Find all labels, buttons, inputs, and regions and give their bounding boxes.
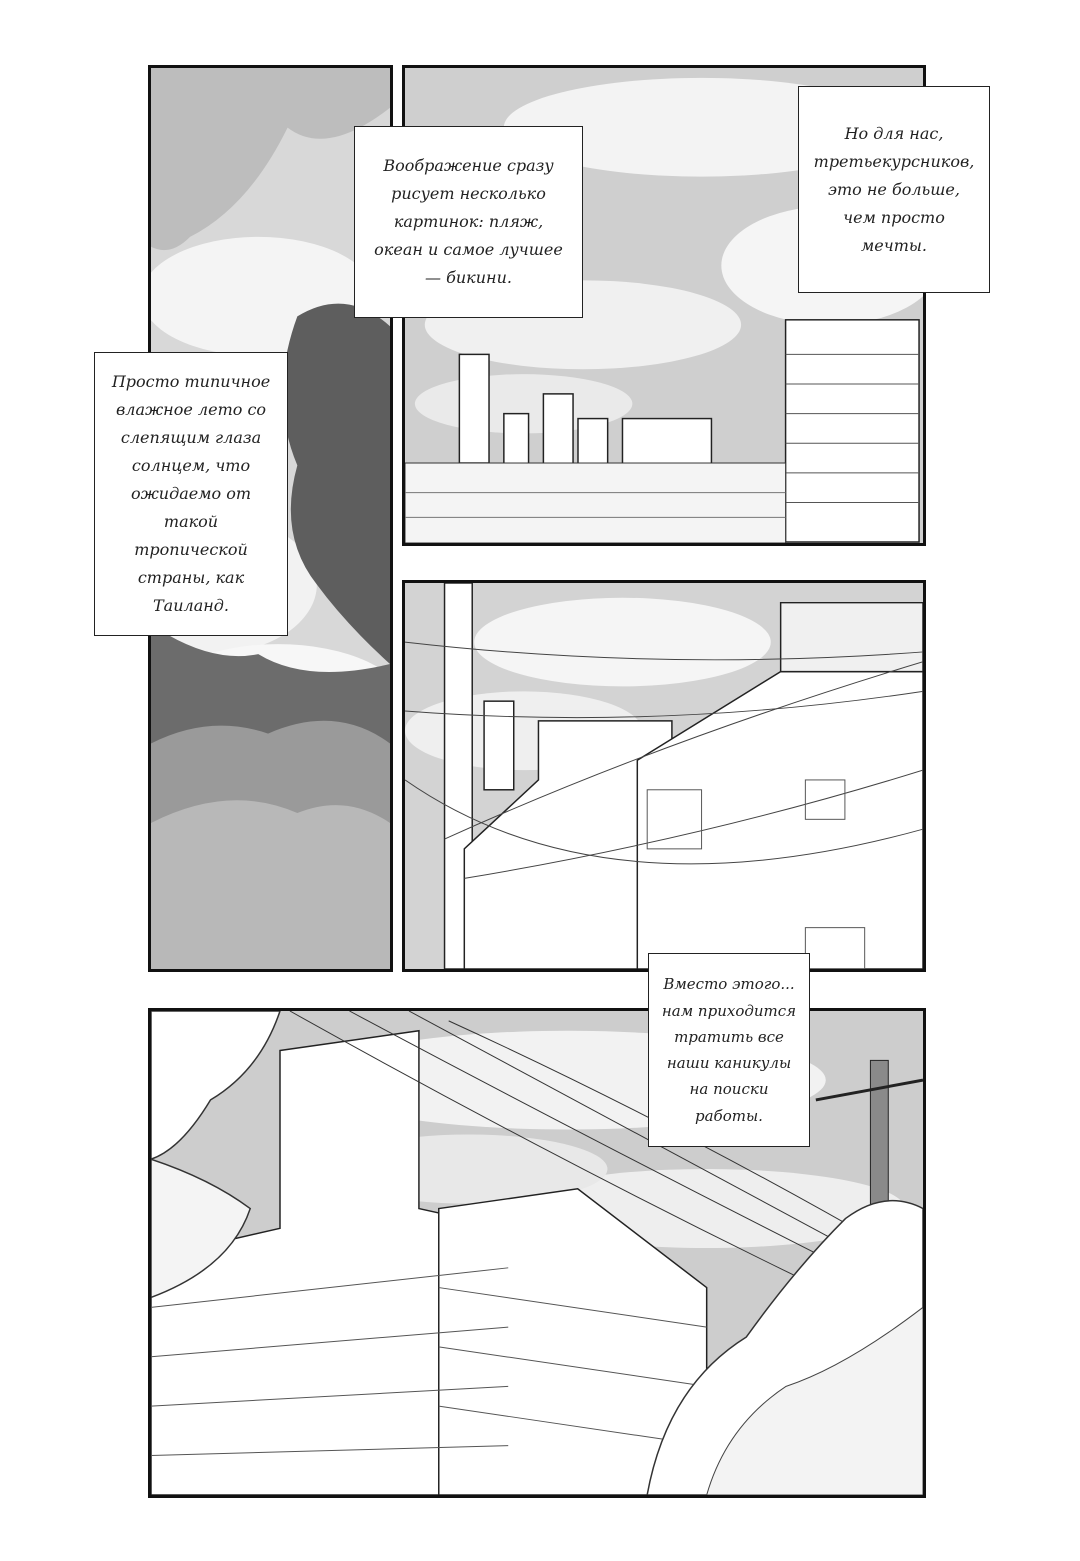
caption-third-year: [798, 86, 990, 293]
panel-buildings-wires: [402, 580, 926, 972]
caption-imagination: [354, 126, 583, 318]
caption-instead: [648, 953, 810, 1147]
caption-imagination-text: Воображение сразу рисует несколько картинок: пляж, океан и самое лучшее — бикини.: [374, 156, 563, 287]
buildings-wires-illustration: [405, 583, 923, 969]
caption-summer: [94, 352, 288, 636]
caption-summer-text: Просто типичное влажное лето со слепящим глаза солнцем, что ожидаемо от такой тропической страны, как Таиланд.: [111, 372, 271, 615]
caption-third-year-text: Но для нас, третьекурсников, это не больше, чем просто мечты.: [813, 123, 975, 255]
caption-instead-text: Вместо этого... нам приходится тратить все наши каникулы на поиски работы.: [661, 975, 797, 1125]
